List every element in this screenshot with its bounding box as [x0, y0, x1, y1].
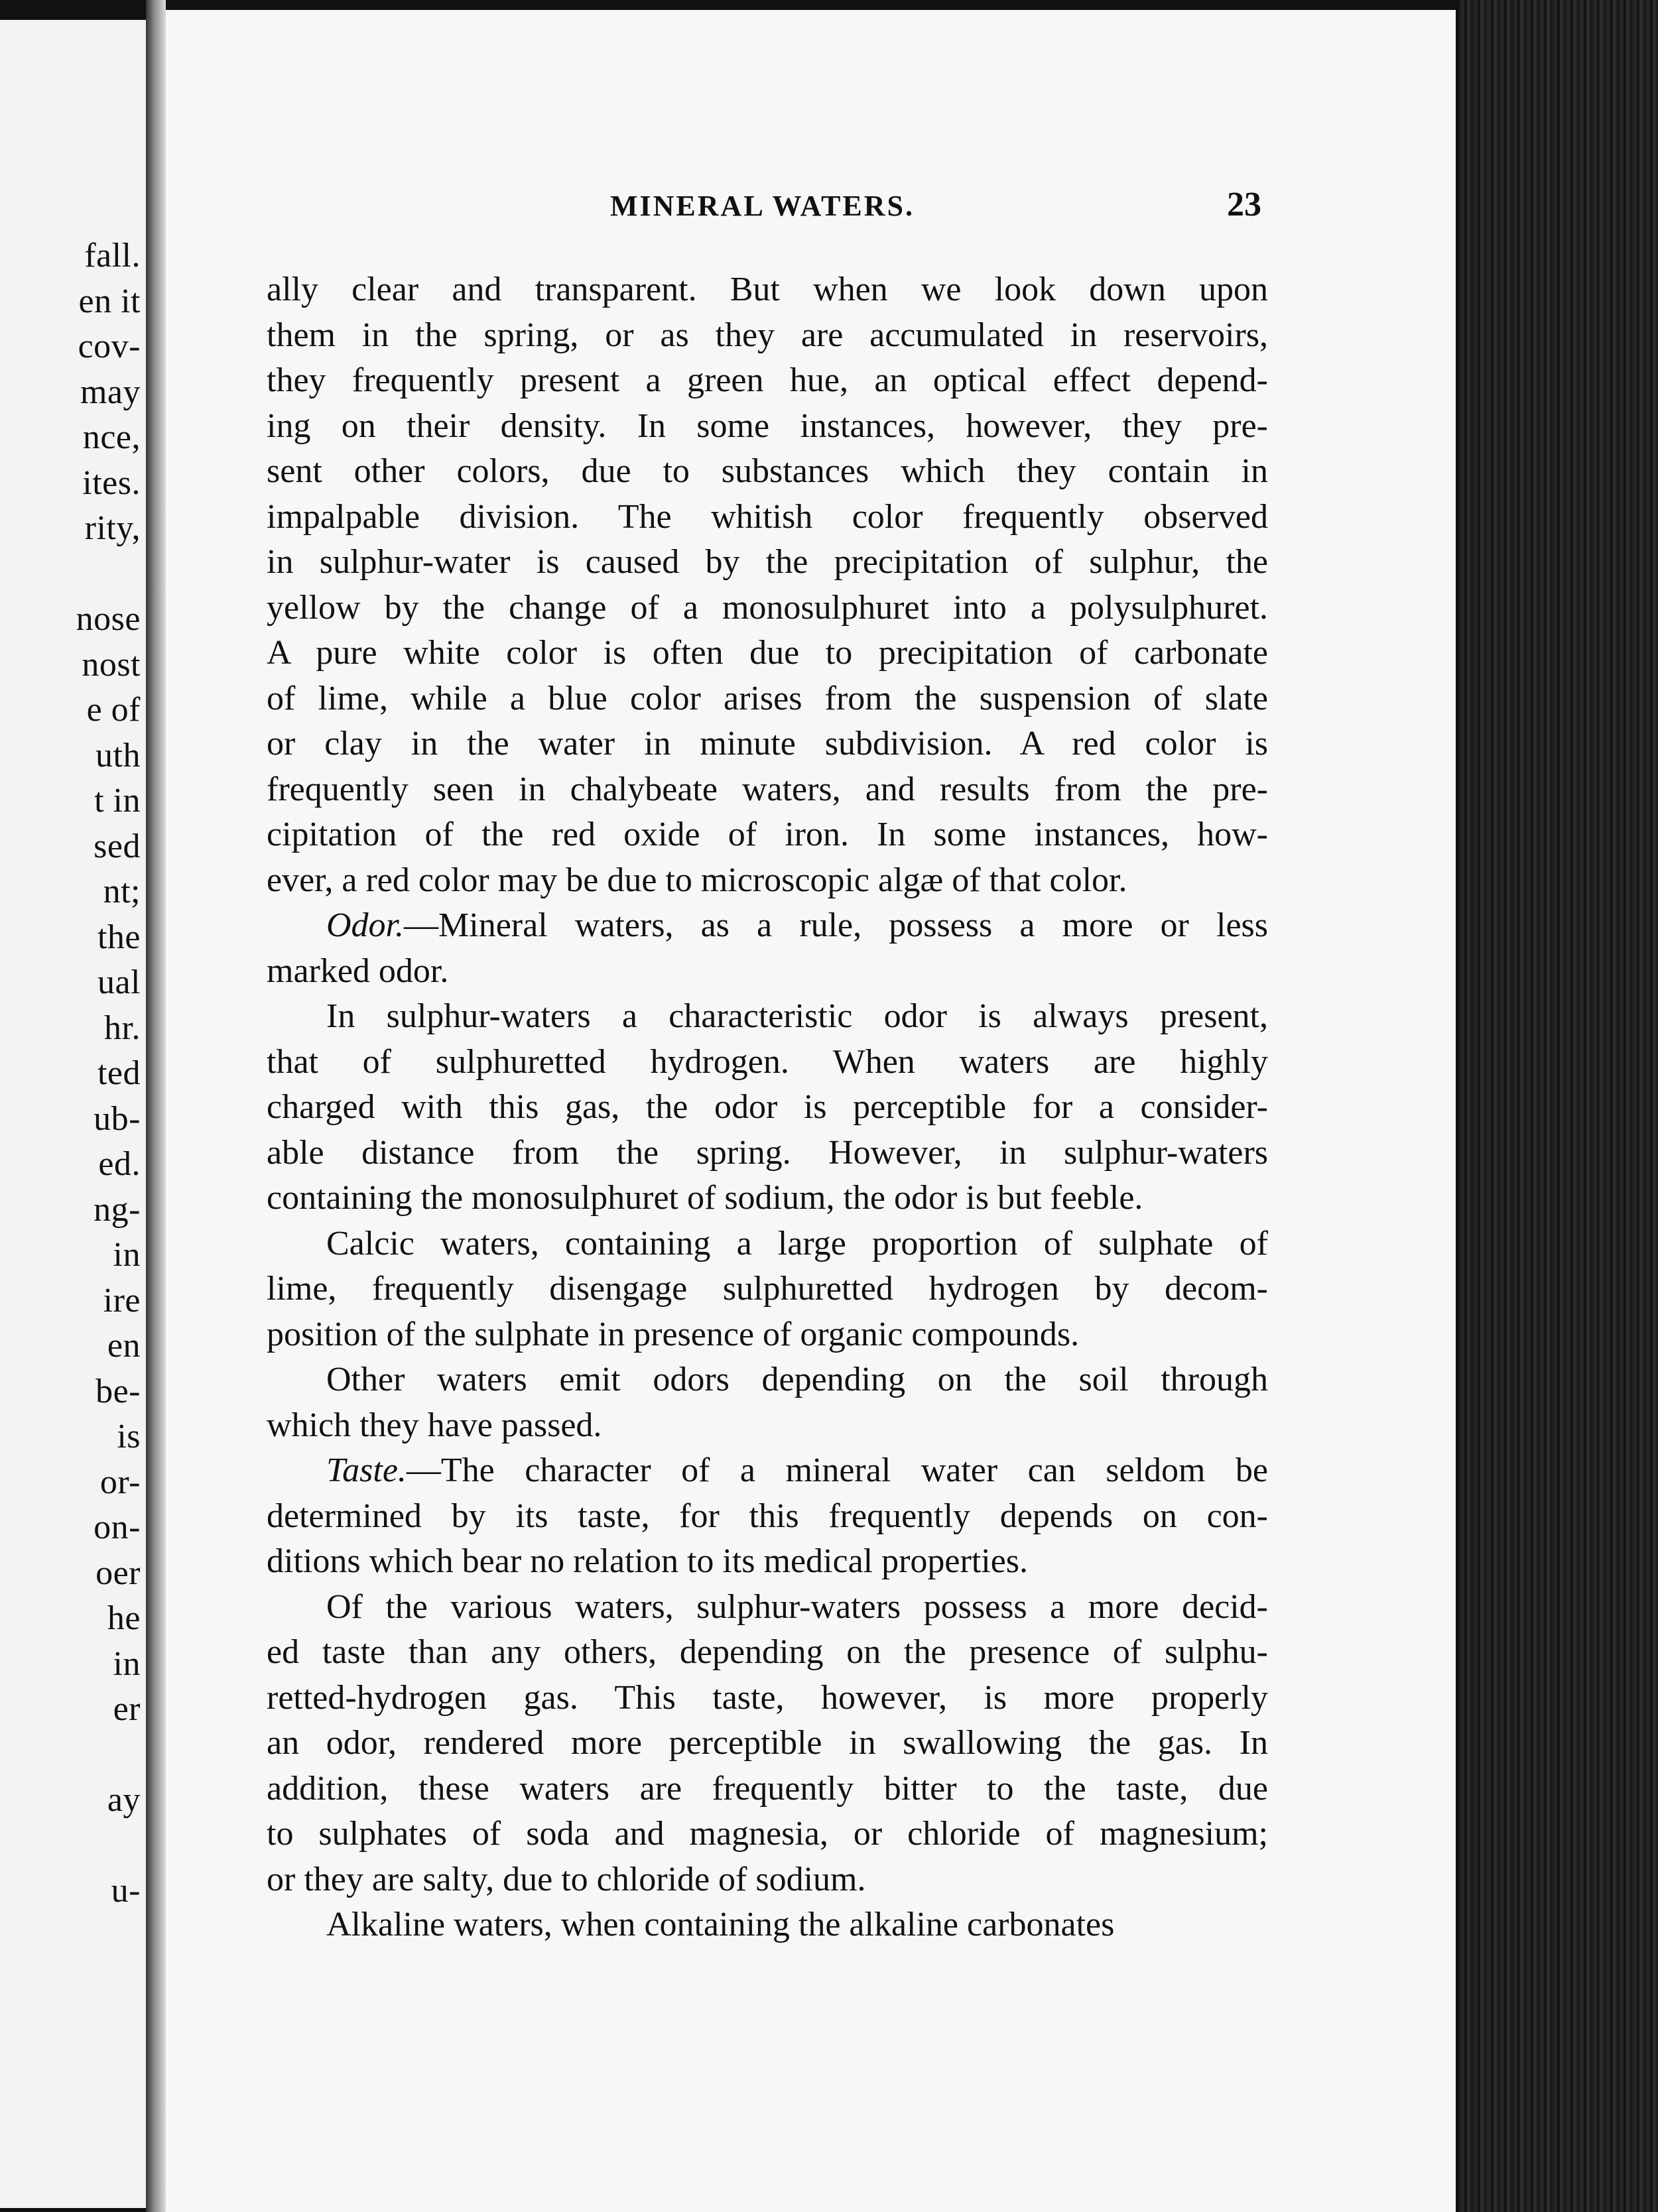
line-text: frequently seen in chalybeate waters, and results from the pre-: [267, 770, 1268, 808]
line-text: retted-hydrogen gas. This taste, however, is more properly: [267, 1678, 1268, 1717]
line-text: which they have passed.: [267, 1406, 602, 1444]
left-page-line: nose: [76, 600, 141, 638]
left-page-fragment: [0, 20, 150, 2208]
left-page-line: nce,: [82, 418, 141, 456]
left-page-line: may: [80, 373, 141, 411]
line-text: In sulphur-waters a characteristic odor is always present,: [326, 997, 1268, 1035]
text-line: [267, 1585, 1268, 1630]
line-text: of lime, while a blue color arises from the suspension of slate: [267, 679, 1268, 717]
text-line: [267, 721, 1268, 767]
line-text: sent other colors, due to substances which they contain in: [267, 452, 1268, 490]
body-text: [267, 267, 1268, 1948]
text-line: [267, 1857, 1268, 1903]
section-heading: Odor.: [326, 906, 405, 944]
left-page-line: sed: [94, 827, 141, 865]
text-line: [267, 1312, 1268, 1358]
text-line: [267, 949, 1268, 995]
text-line: [267, 495, 1268, 540]
left-page-line: uth: [96, 736, 141, 774]
paragraph: [267, 267, 1268, 903]
text-line: [267, 1766, 1268, 1812]
line-text: Alkaline waters, when containing the alkaline carbonates: [326, 1906, 1115, 1943]
text-line: [267, 1131, 1268, 1176]
line-text: containing the monosulphuret of sodium, the odor is but feeble.: [267, 1179, 1143, 1217]
line-text: that of sulphuretted hydrogen. When waters are highly: [267, 1042, 1268, 1081]
text-line: [267, 358, 1268, 404]
text-line: [267, 858, 1268, 904]
line-text: cipitation of the red oxide of iron. In some instances, how-: [267, 816, 1268, 853]
text-line: [267, 1676, 1268, 1721]
left-page-line: ub-: [94, 1099, 141, 1138]
text-line: [267, 267, 1268, 313]
text-line: [267, 1630, 1268, 1676]
text-line: [267, 585, 1268, 631]
line-text: Other waters emit odors depending on the soil through: [326, 1361, 1268, 1398]
text-line: [267, 1812, 1268, 1857]
left-page-line: he: [107, 1599, 141, 1637]
text-line: [267, 1539, 1268, 1585]
page-number: 23: [1227, 186, 1261, 223]
paragraph: [267, 1357, 1268, 1448]
left-page-line: e of: [86, 691, 141, 729]
text-line: [267, 1902, 1268, 1948]
section-heading: Taste.: [326, 1451, 407, 1489]
page-header: [166, 186, 1456, 235]
text-line: [267, 994, 1268, 1040]
line-text: marked odor.: [267, 952, 449, 990]
line-text: —The character of a mineral water can seldom be: [406, 1451, 1268, 1489]
text-line: [267, 404, 1268, 450]
left-page-line: ay: [107, 1781, 141, 1819]
line-text: ing on their density. In some instances, however, they pre-: [267, 406, 1268, 445]
line-text: A pure white color is often due to precipitation of carbonate: [267, 634, 1268, 672]
paragraph: [267, 1585, 1268, 1903]
left-page-line: nt;: [103, 873, 141, 910]
text-line: [267, 767, 1268, 813]
paragraph: [267, 903, 1268, 994]
line-text: or they are salty, due to chloride of sodium.: [267, 1860, 866, 1898]
text-line: [267, 1040, 1268, 1085]
running-head: MINERAL WATERS.: [610, 190, 915, 222]
text-line: [267, 1085, 1268, 1131]
line-text: addition, these waters are frequently bitter to the taste, due: [267, 1769, 1268, 1808]
text-line: [267, 1221, 1268, 1267]
left-page-line: u-: [111, 1872, 141, 1910]
left-page-line: ng-: [94, 1190, 141, 1229]
line-text: ditions which bear no relation to its medical properties.: [267, 1542, 1029, 1580]
left-page-line: er: [113, 1690, 141, 1728]
paragraph: [267, 1448, 1268, 1585]
text-line: [267, 903, 1268, 949]
left-page-line: t in: [94, 782, 141, 820]
text-line: [267, 812, 1268, 858]
line-text: determined by its taste, for this frequently depends on con-: [267, 1497, 1268, 1535]
line-text: an odor, rendered more perceptible in swallowing the gas. In: [267, 1724, 1268, 1762]
left-page-line: nost: [82, 645, 141, 684]
line-text: ever, a red color may be due to microscopic algæ of that color.: [267, 861, 1127, 899]
left-page-line: in: [113, 1236, 141, 1274]
left-page-line: ire: [103, 1281, 141, 1320]
text-line: [267, 1357, 1268, 1403]
left-page-line: the: [97, 918, 141, 956]
text-line: [267, 676, 1268, 722]
text-line: [267, 1266, 1268, 1312]
page: [166, 10, 1456, 2212]
left-page-line: on-: [94, 1508, 141, 1546]
text-line: [267, 1721, 1268, 1766]
left-page-line: en: [107, 1327, 141, 1365]
line-text: —Mineral waters, as a rule, possess a more or less: [404, 906, 1268, 944]
line-text: position of the sulphate in presence of organic compounds.: [267, 1315, 1080, 1353]
line-text: Calcic waters, containing a large proportion of sulphate of: [326, 1224, 1268, 1262]
line-text: charged with this gas, the odor is perceptible for a consider-: [267, 1088, 1268, 1126]
line-text: yellow by the change of a monosulphuret into a polysulphuret.: [267, 588, 1268, 627]
line-text: lime, frequently disengage sulphuretted hydrogen by decom-: [267, 1270, 1268, 1308]
line-text: ed taste than any others, depending on the presence of sulphu-: [267, 1633, 1268, 1671]
gutter-shadow: [146, 0, 166, 2212]
left-page-line: ted: [97, 1054, 141, 1092]
paragraph: [267, 1221, 1268, 1358]
left-page-line: en it: [78, 282, 141, 320]
line-text: in sulphur-water is caused by the precipitation of sulphur, the: [267, 543, 1268, 581]
text-line: [267, 449, 1268, 495]
left-page-line: cov-: [78, 328, 141, 365]
left-page-line: ites.: [82, 463, 141, 502]
left-page-line: oer: [96, 1554, 141, 1592]
text-line: [267, 1448, 1268, 1494]
text-line: [267, 1494, 1268, 1540]
left-page-line: rity,: [84, 509, 141, 547]
line-text: them in the spring, or as they are accumulated in reservoirs,: [267, 316, 1268, 354]
line-text: they frequently present a green hue, an optical effect depend-: [267, 361, 1268, 399]
text-line: [267, 540, 1268, 585]
left-page-line: fall.: [84, 237, 141, 275]
text-line: [267, 1403, 1268, 1449]
text-line: [267, 1176, 1268, 1221]
left-page-line: or-: [99, 1463, 141, 1501]
left-page-line: be-: [96, 1372, 141, 1410]
paragraph: [267, 1902, 1268, 1948]
line-text: impalpable division. The whitish color frequently observed: [267, 497, 1268, 536]
line-text: or clay in the water in minute subdivision. A red color is: [267, 725, 1268, 763]
line-text: able distance from the spring. However, in sulphur-waters: [267, 1133, 1268, 1172]
left-page-line: in: [113, 1644, 141, 1683]
line-text: Of the various waters, sulphur-waters possess a more decid-: [326, 1587, 1268, 1626]
text-line: [267, 631, 1268, 676]
left-page-line: hr.: [104, 1009, 141, 1047]
left-page-line: ual: [97, 963, 141, 1001]
book-edge: [1459, 0, 1658, 2212]
line-text: ally clear and transparent. But when we look down upon: [267, 271, 1268, 308]
left-page-line: is: [117, 1418, 141, 1455]
line-text: to sulphates of soda and magnesia, or chloride of magnesium;: [267, 1815, 1268, 1853]
paragraph: [267, 994, 1268, 1221]
left-page-line: ed.: [98, 1145, 141, 1183]
text-line: [267, 313, 1268, 359]
